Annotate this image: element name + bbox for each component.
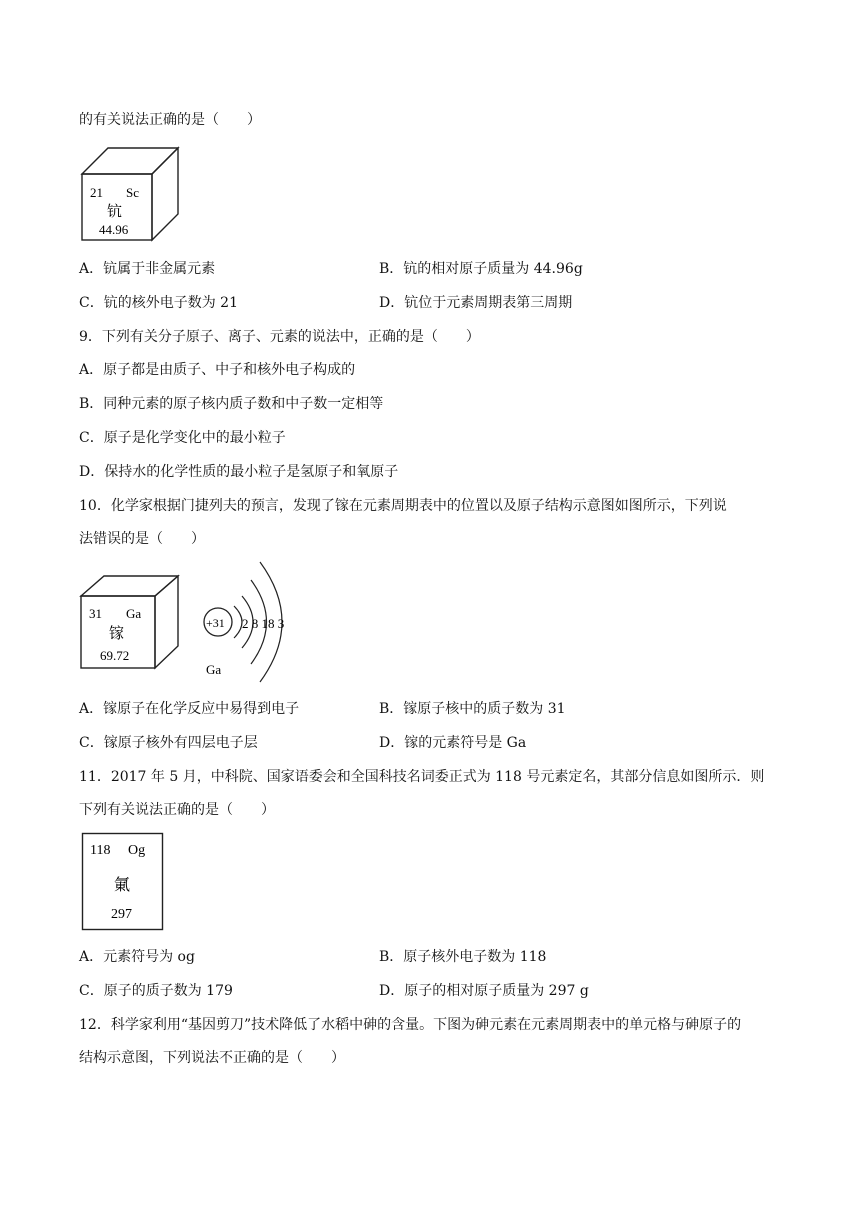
gallium-name: 镓 bbox=[109, 626, 125, 642]
q10-option-b[interactable]: B．镓原子核中的质子数为 31 bbox=[379, 701, 566, 717]
q8-option-a[interactable]: A．钪属于非金属元素 bbox=[79, 261, 216, 277]
q12-stem-line2: 结构示意图，下列说法不正确的是（ ） bbox=[79, 1050, 345, 1066]
q10-option-d[interactable]: D．镓的元素符号是 Ga bbox=[379, 735, 527, 751]
q8-stem: 的有关说法正确的是（ ） bbox=[79, 112, 261, 128]
q8-option-d[interactable]: D．钪位于元素周期表第三周期 bbox=[379, 295, 573, 311]
scandium-mass: 44.96 bbox=[99, 222, 129, 237]
gallium-nucleus-charge: +31 bbox=[206, 616, 225, 630]
q10-option-a[interactable]: A．镓原子在化学反应中易得到电子 bbox=[79, 701, 300, 717]
oganesson-mass: 297 bbox=[111, 907, 132, 922]
q9-stem: 9．下列有关分子原子、离子、元素的说法中，正确的是（ ） bbox=[79, 329, 480, 345]
q11-option-c[interactable]: C．原子的质子数为 179 bbox=[79, 983, 233, 999]
q8-option-c[interactable]: C．钪的核外电子数为 21 bbox=[79, 295, 238, 311]
gallium-cell-figure bbox=[78, 574, 182, 672]
oganesson-symbol: Og bbox=[128, 843, 146, 858]
q9-option-a[interactable]: A．原子都是由质子、中子和核外电子构成的 bbox=[79, 362, 356, 378]
gallium-shell-electrons: 2 8 18 3 bbox=[242, 616, 285, 631]
scandium-atomic-number: 21 bbox=[90, 185, 103, 200]
q11-stem-line2: 下列有关说法正确的是（ ） bbox=[79, 802, 275, 818]
q9-option-d[interactable]: D．保持水的化学性质的最小粒子是氢原子和氧原子 bbox=[79, 464, 399, 480]
q11-option-a[interactable]: A．元素符号为 og bbox=[79, 949, 195, 965]
q10-stem-line1: 10．化学家根据门捷列夫的预言，发现了镓在元素周期表中的位置以及原子结构示意图如图所示，下列说 bbox=[79, 498, 727, 514]
q9-option-c[interactable]: C．原子是化学变化中的最小粒子 bbox=[79, 430, 286, 446]
q12-stem-line1: 12．科学家利用“基因剪刀”技术降低了水稻中砷的含量。下图为砷元素在元素周期表中的单元格与砷原子的 bbox=[79, 1017, 742, 1033]
oganesson-atomic-number: 118 bbox=[90, 843, 111, 858]
q10-option-c[interactable]: C．镓原子核外有四层电子层 bbox=[79, 735, 258, 751]
gallium-atom-label: Ga bbox=[206, 662, 222, 677]
scandium-symbol: Sc bbox=[126, 185, 139, 200]
scandium-name: 钪 bbox=[107, 204, 123, 220]
q10-stem-line2: 法错误的是（ ） bbox=[79, 531, 205, 547]
electron-shell-1 bbox=[234, 606, 242, 638]
oganesson-cell-figure bbox=[81, 832, 165, 932]
scandium-cell-figure bbox=[80, 146, 182, 242]
gallium-atom-structure-diagram bbox=[196, 556, 306, 684]
q11-option-b[interactable]: B．原子核外电子数为 118 bbox=[379, 949, 547, 965]
q9-option-b[interactable]: B．同种元素的原子核内质子数和中子数一定相等 bbox=[79, 396, 384, 412]
q11-option-d[interactable]: D．原子的相对原子质量为 297 g bbox=[379, 983, 589, 999]
q11-stem-line1: 11．2017 年 5 月，中科院、国家语委会和全国科技名词委正式为 118 号元素定名，其部分信息如图所示．则 bbox=[79, 769, 765, 785]
gallium-symbol: Ga bbox=[126, 606, 142, 621]
oganesson-name: 氭 bbox=[114, 877, 131, 894]
gallium-atomic-number: 31 bbox=[89, 606, 102, 621]
gallium-mass: 69.72 bbox=[100, 648, 130, 663]
q8-option-b[interactable]: B．钪的相对原子质量为 44.96g bbox=[379, 261, 583, 277]
